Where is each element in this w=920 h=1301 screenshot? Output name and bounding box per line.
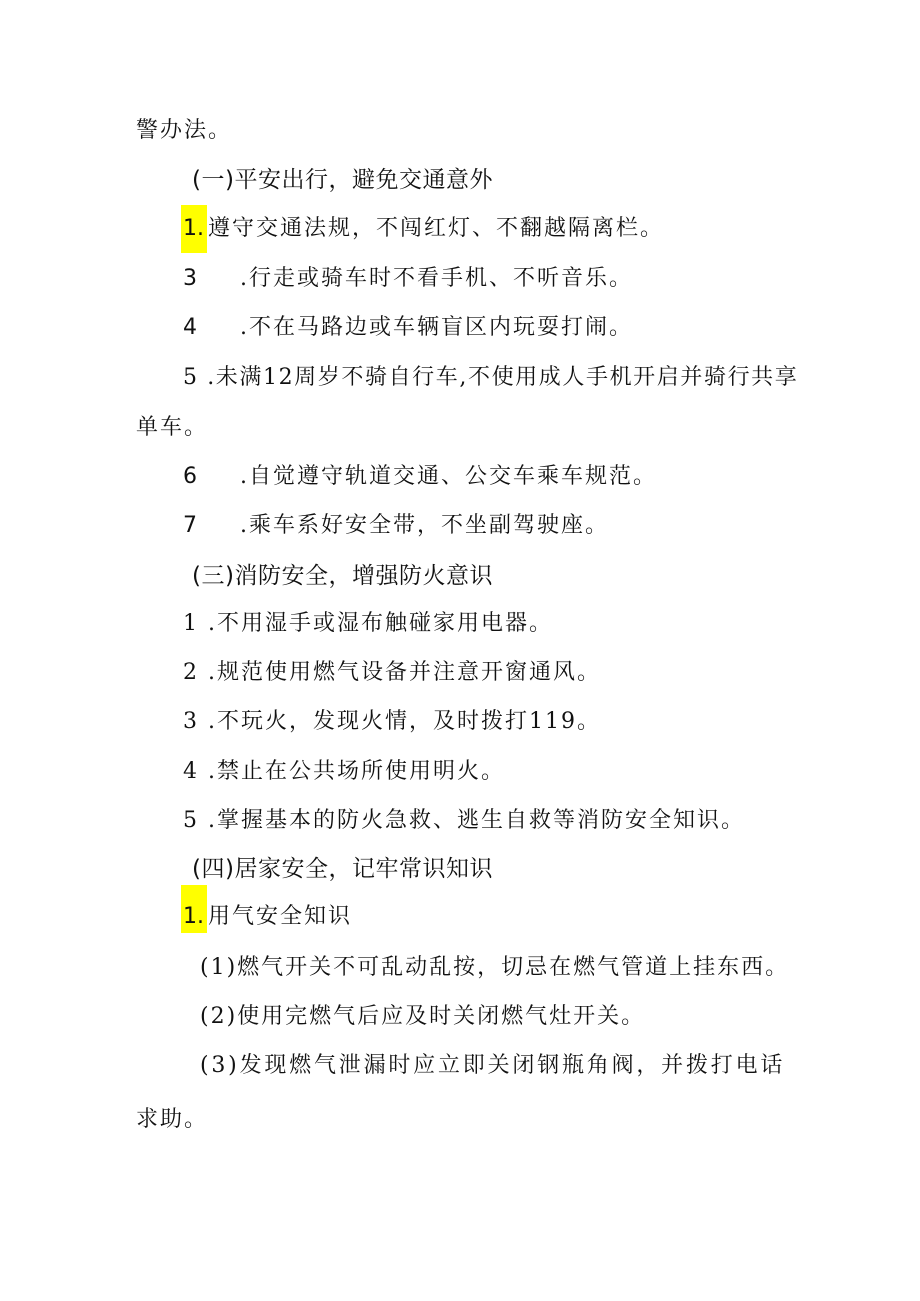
line-gas-3: (3)发现燃气泄漏时应立即关闭钢瓶角阀，并拨打电话 xyxy=(200,1053,786,1078)
line-no-phone: .行走或骑车时不看手机、不听音乐。 xyxy=(240,266,633,291)
line-traffic-rules: 遵守交通法规，不闯红灯、不翻越隔离栏。 xyxy=(208,216,665,241)
item-number: 3 xyxy=(183,266,197,291)
line-under-12-cont: 单车。 xyxy=(136,415,209,440)
heading-fire-safety: (三)消防安全，增强防火意识 xyxy=(192,563,493,589)
heading-home-safety: (四)居家安全，记牢常识知识 xyxy=(192,856,493,882)
line-fire-2: 2 .规范使用燃气设备并注意开窗通风。 xyxy=(183,660,601,685)
line-no-playing: .不在马路边或车辆盲区内玩耍打闹。 xyxy=(240,315,633,340)
line-fire-4: 4 .禁止在公共场所使用明火。 xyxy=(183,759,505,784)
item-number: 1. xyxy=(183,904,204,929)
line-fire-5: 5 .掌握基本的防火急救、逃生自救等消防安全知识。 xyxy=(183,808,745,833)
item-number: 7 xyxy=(183,513,197,538)
line-gas-1: (1)燃气开关不可乱动乱按，切忌在燃气管道上挂东西。 xyxy=(200,955,790,980)
heading-safe-travel: (一)平安出行，避免交通意外 xyxy=(192,167,493,193)
line-gas-knowledge: 用气安全知识 xyxy=(208,904,353,929)
item-number: 1. xyxy=(183,216,204,241)
line-seatbelt: .乘车系好安全带，不坐副驾驶座。 xyxy=(240,513,609,538)
item-number: 4 xyxy=(183,315,197,340)
line-transit-rules: .自觉遵守轨道交通、公交车乘车规范。 xyxy=(240,464,657,489)
line-fire-1: 1 .不用湿手或湿布触碰家用电器。 xyxy=(183,611,553,636)
line-gas-3-cont: 求助。 xyxy=(136,1107,209,1132)
line-police-method: 警办法。 xyxy=(136,118,233,143)
line-fire-3: 3 .不玩火，发现火情，及时拨打119。 xyxy=(183,709,601,734)
item-number: 6 xyxy=(183,464,197,489)
line-under-12: 5 .未满12周岁不骑自行车,不使用成人手机开启并骑行共享 xyxy=(183,365,799,390)
line-gas-2: (2)使用完燃气后应及时关闭燃气灶开关。 xyxy=(200,1004,646,1029)
